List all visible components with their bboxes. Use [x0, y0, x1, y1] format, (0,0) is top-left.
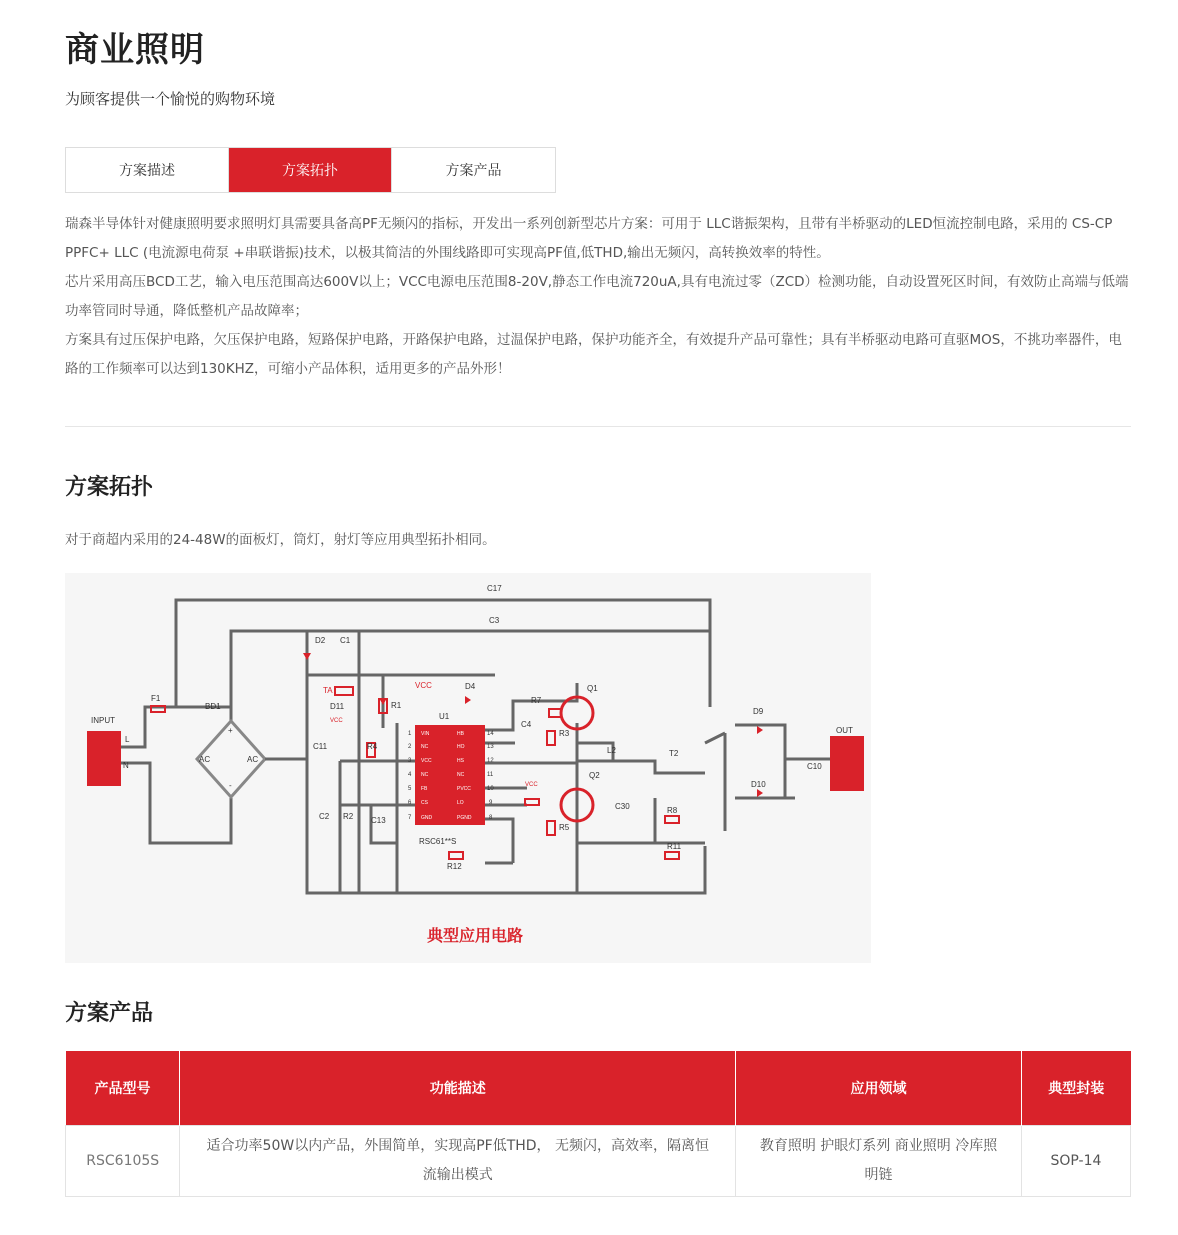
- svg-text:U1: U1: [439, 712, 450, 721]
- column-header: 应用领域: [736, 1051, 1022, 1126]
- svg-text:L: L: [125, 735, 130, 744]
- table-row: [66, 1126, 1131, 1197]
- topology-description: 对于商超内采用的24-48W的面板灯，筒灯，射灯等应用典型拓扑相同。: [65, 532, 496, 548]
- svg-text:R12: R12: [447, 862, 462, 871]
- svg-text:R11: R11: [667, 842, 682, 851]
- svg-text:L2: L2: [607, 746, 616, 755]
- svg-text:C2: C2: [319, 812, 330, 821]
- svg-text:13: 13: [487, 744, 494, 750]
- svg-text:3: 3: [408, 758, 412, 764]
- svg-text:GND: GND: [421, 815, 433, 821]
- svg-text:R1: R1: [391, 701, 402, 710]
- svg-text:PVCC: PVCC: [457, 786, 471, 792]
- svg-text:R7: R7: [531, 696, 542, 705]
- svg-text:FB: FB: [421, 786, 428, 792]
- tab-bar: [65, 147, 556, 193]
- product-function: 适合功率50W以内产品，外围简单，实现高PF低THD， 无频闪，高效率，隔离恒流输出模式: [180, 1126, 736, 1197]
- svg-text:Q1: Q1: [587, 684, 598, 693]
- input-block: [87, 731, 121, 786]
- svg-text:OUT: OUT: [836, 726, 853, 735]
- svg-text:C10: C10: [807, 762, 822, 771]
- svg-text:8: 8: [489, 815, 493, 821]
- tab-topology[interactable]: 方案拓扑: [229, 148, 392, 192]
- svg-text:NC: NC: [421, 772, 429, 778]
- svg-text:R4: R4: [367, 742, 378, 751]
- description-paragraph: 芯片采用高压BCD工艺，输入电压范围高达600V以上；VCC电源电压范围8-20V,静态工作电流720uA,具有电流过零（ZCD）检测功能，自动设置死区时间，有效防止高端与低端功率管同时导通，降低整机产品故障率；: [65, 274, 1129, 319]
- topology-title: 方案拓扑: [65, 475, 154, 500]
- tab-description[interactable]: 方案描述: [66, 148, 229, 192]
- svg-text:C3: C3: [489, 616, 500, 625]
- column-header: 功能描述: [180, 1051, 736, 1126]
- svg-text:D11: D11: [330, 702, 345, 711]
- svg-text:N: N: [123, 761, 129, 770]
- products-title: 方案产品: [65, 1001, 154, 1026]
- svg-text:4: 4: [408, 772, 412, 778]
- svg-text:1: 1: [408, 731, 412, 737]
- svg-text:INPUT: INPUT: [91, 716, 115, 725]
- svg-text:R2: R2: [343, 812, 354, 821]
- svg-text:HO: HO: [457, 744, 465, 750]
- svg-text:BD1: BD1: [205, 702, 221, 711]
- svg-text:CS: CS: [421, 800, 428, 806]
- table-header-row: [66, 1051, 1131, 1126]
- svg-text:HS: HS: [457, 758, 464, 764]
- svg-text:C13: C13: [371, 816, 386, 825]
- svg-text:C4: C4: [521, 720, 532, 729]
- svg-text:NC: NC: [457, 772, 465, 778]
- product-field: 教育照明 护眼灯系列 商业照明 冷库照明链: [736, 1126, 1022, 1197]
- column-header: 典型封装: [1021, 1051, 1130, 1126]
- svg-text:6: 6: [408, 800, 412, 806]
- svg-text:AC: AC: [199, 755, 211, 764]
- diagram-caption: 典型应用电路: [426, 928, 524, 945]
- svg-text:C1: C1: [340, 636, 351, 645]
- circuit-diagram: [65, 573, 871, 963]
- svg-text:C11: C11: [313, 742, 328, 751]
- description-paragraph: 瑞森半导体针对健康照明要求照明灯具需要具备高PF无频闪的指标，开发出一系列创新型芯片方案：可用于 LLC谐振架构，且带有半桥驱动的LED恒流控制电路，采用的 CS-CP PPFC+ LLC (电流源电荷泵 +串联谐振)技术，以极其简洁的外围线路即可实现高PF值,低THD,输出无频闪，高转换效率的特性。: [65, 216, 1113, 261]
- output-block: [830, 736, 864, 791]
- svg-text:Q2: Q2: [589, 771, 600, 780]
- svg-text:R5: R5: [559, 823, 570, 832]
- product-model: RSC6105S: [66, 1126, 180, 1197]
- svg-text:VIN: VIN: [421, 731, 430, 737]
- svg-text:VCC: VCC: [525, 782, 538, 788]
- svg-text:R3: R3: [559, 729, 570, 738]
- page-title: 商业照明: [65, 30, 205, 70]
- svg-text:-: -: [229, 781, 232, 790]
- svg-text:VCC: VCC: [421, 758, 432, 764]
- svg-text:D2: D2: [315, 636, 326, 645]
- svg-text:NC: NC: [421, 744, 429, 750]
- svg-text:VCC: VCC: [415, 681, 432, 690]
- svg-text:T2: T2: [669, 749, 679, 758]
- column-header: 产品型号: [66, 1051, 180, 1126]
- svg-text:HB: HB: [457, 731, 464, 737]
- svg-text:C30: C30: [615, 802, 630, 811]
- svg-text:12: 12: [487, 758, 494, 764]
- svg-text:D9: D9: [753, 707, 764, 716]
- svg-text:5: 5: [408, 786, 412, 792]
- solution-description: [65, 210, 1131, 384]
- svg-text:+: +: [228, 726, 233, 735]
- svg-text:PGND: PGND: [457, 815, 472, 821]
- svg-text:14: 14: [487, 731, 494, 737]
- svg-text:VCC: VCC: [330, 718, 343, 724]
- description-paragraph: 方案具有过压保护电路，欠压保护电路，短路保护电路，开路保护电路，过温保护电路，保护功能齐全，有效提升产品可靠性；具有半桥驱动电路可直驱MOS，不挑功率器件，电路的工作频率可以达到130KHZ，可缩小产品体积，适用更多的产品外形！: [65, 332, 1122, 377]
- svg-text:D4: D4: [465, 682, 476, 691]
- svg-text:C17: C17: [487, 584, 502, 593]
- product-package: SOP-14: [1021, 1126, 1130, 1197]
- svg-text:2: 2: [408, 744, 412, 750]
- section-divider: [65, 426, 1131, 427]
- svg-text:F1: F1: [151, 694, 161, 703]
- svg-text:AC: AC: [247, 755, 259, 764]
- svg-text:11: 11: [487, 772, 494, 778]
- svg-text:LO: LO: [457, 800, 464, 806]
- svg-text:D10: D10: [751, 780, 766, 789]
- svg-text:10: 10: [487, 786, 494, 792]
- page-subtitle: 为顾客提供一个愉悦的购物环境: [65, 90, 276, 108]
- svg-text:R8: R8: [667, 806, 678, 815]
- svg-text:7: 7: [408, 815, 412, 821]
- svg-text:RSC61**S: RSC61**S: [419, 837, 457, 846]
- products-table: [65, 1051, 1131, 1197]
- tab-products[interactable]: 方案产品: [445, 163, 502, 179]
- svg-text:9: 9: [489, 800, 493, 806]
- svg-text:TA: TA: [323, 686, 333, 695]
